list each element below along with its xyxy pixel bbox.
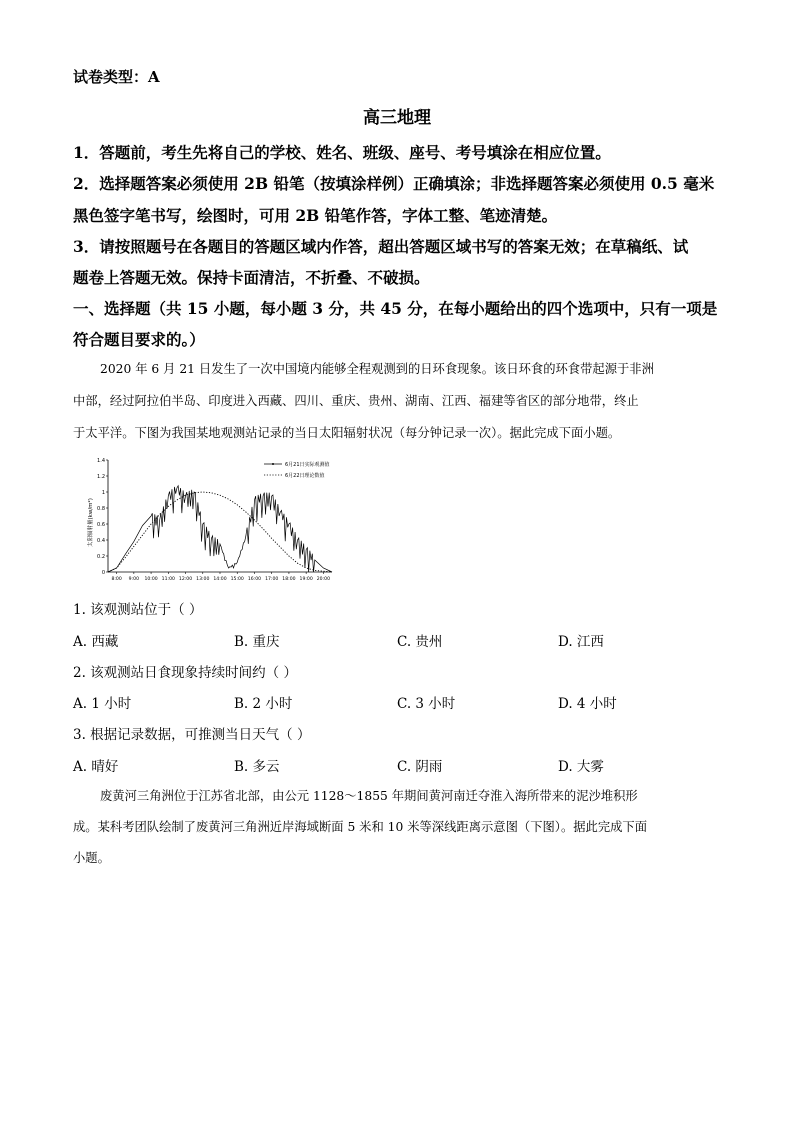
passage-line: 成。某科考团队绘制了废黄河三角洲近岸海域断面 5 米和 10 米等深线距离示意图（下图）。据此完成下面 [73,820,648,834]
y-tick-label: 1 [101,489,105,496]
y-axis-label: 太阳辐射量(kw/m²) [88,498,94,547]
y-tick-label: 1.2 [97,473,105,480]
option-b: B. 2 小时 [234,696,293,712]
passage-line: 小题。 [73,851,110,865]
x-tick-label: 15:00 [230,577,244,582]
question-stem: 1. 该观测站位于（ ） [73,602,203,618]
chart-legend [264,461,330,479]
x-tick-label: 17:00 [265,577,279,582]
legend-marker-observed [272,463,274,465]
passage-line: 废黄河三角洲位于江苏省北部，由公元 1128～1855 年期间黄河南迁夺淮入海所带来的泥沙堆积形 [100,789,638,803]
option-d: D. 4 小时 [558,696,617,712]
x-tick-label: 19:00 [299,577,313,582]
instruction-line: 2．选择题答案必须使用 2B 铅笔（按填涂样例）正确填涂；非选择题答案必须使用 0.5 毫米 [73,174,715,193]
option-d: D. 江西 [558,634,604,650]
instruction-line: 1．答题前，考生先将自己的学校、姓名、班级、座号、考号填涂在相应位置。 [73,143,611,162]
x-tick-label: 16:00 [247,577,262,582]
legend-label-observed: 6月21日实际观测值 [285,462,330,468]
instruction-line: 黑色签字笔书写，绘图时，可用 2B 铅笔作答，字体工整、笔迹清楚。 [73,206,558,225]
y-tick-label: 0.8 [97,505,105,512]
question-stem: 2. 该观测站日食现象持续时间约（ ） [73,665,297,681]
x-tick-label: 14:00 [213,577,227,582]
legend-label-theoretical: 6月22日理论数值 [285,473,325,479]
option-c: C. 3 小时 [397,696,456,712]
solar-radiation-chart [86,452,338,584]
option-d: D. 大雾 [558,759,604,775]
option-a: A. 西藏 [73,634,119,650]
y-tick-label: 0.2 [97,553,105,560]
x-tick-label: 12:00 [178,577,193,582]
y-tick-label: 0 [101,569,105,576]
series-observed-line [108,486,332,572]
y-tick-label: 0.6 [97,521,105,528]
x-tick-label: 9:00 [128,577,140,582]
section-heading: 符合题目要求的。） [73,330,205,349]
question-stem: 3. 根据记录数据，可推测当日天气（ ） [73,727,311,743]
option-c: C. 贵州 [397,634,443,650]
option-a: A. 1 小时 [73,696,132,712]
passage-line: 2020 年 6 月 21 日发生了一次中国境内能够全程观测到的日环食现象。该日环食的环食带起源于非洲 [100,362,654,376]
instruction-line: 题卷上答题无效。保持卡面清洁，不折叠、不破损。 [73,268,430,287]
option-b: B. 重庆 [234,634,280,650]
option-b: B. 多云 [234,759,280,775]
x-tick-label: 20:00 [316,577,331,582]
section-heading: 一、选择题（共 15 小题，每小题 3 分，共 45 分，在每小题给出的四个选项中，只有一项是 [73,299,718,318]
x-tick-label: 10:00 [144,577,158,582]
x-tick-label: 18:00 [282,577,296,582]
option-a: A. 晴好 [73,759,119,775]
page-title: 高三地理 [363,108,431,128]
series-theoretical-line [108,492,332,572]
instruction-line: 3．请按照题号在各题目的答题区域内作答，超出答题区域书写的答案无效；在草稿纸、试 [73,237,689,256]
y-tick-label: 0.4 [97,537,105,544]
y-tick-label: 1.4 [97,457,105,464]
passage-line: 中部，经过阿拉伯半岛、印度进入西藏、四川、重庆、贵州、湖南、江西、福建等省区的部分地带，终止 [73,394,639,408]
x-tick-label: 11:00 [161,577,175,582]
x-tick-label: 8:00 [111,577,122,582]
passage-line: 于太平洋。下图为我国某地观测站记录的当日太阳辐射状况（每分钟记录一次）。据此完成下面小题。 [73,426,621,440]
x-tick-label: 13:00 [196,577,210,582]
option-c: C. 阴雨 [397,759,443,775]
paper-type: 试卷类型：A [73,68,160,86]
